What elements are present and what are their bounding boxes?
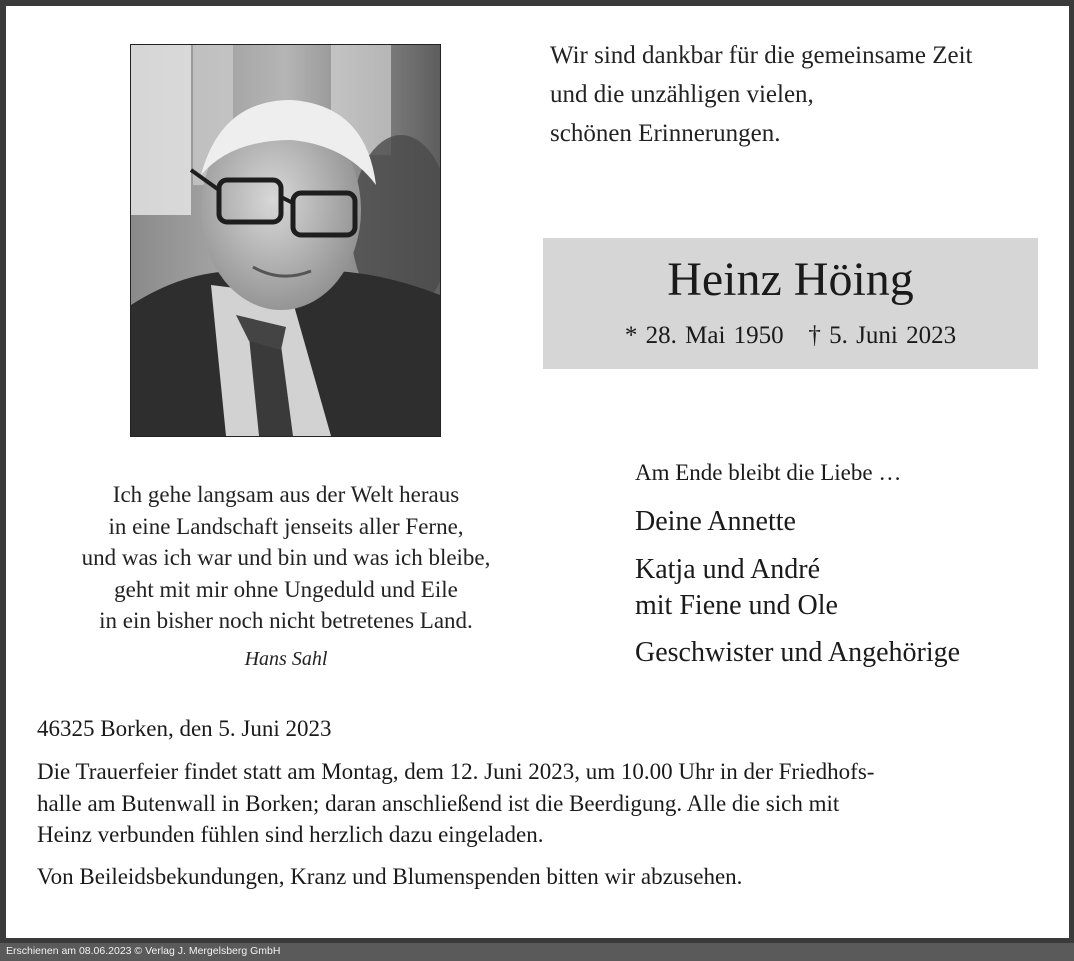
verse-line: Wir sind dankbar für die gemeinsame Zeit: [550, 42, 973, 69]
funeral-notice: [37, 714, 1047, 892]
place-date: 46325 Borken, den 5. Juni 2023: [37, 716, 332, 741]
mourner-line: mit Fiene und Ole: [635, 590, 838, 621]
top-verse: [550, 36, 972, 153]
life-dates: [543, 322, 1038, 350]
poem-line: in ein bisher noch nicht betretenes Land.: [99, 608, 473, 633]
mourner-group: [635, 504, 960, 540]
funeral-paragraph: [37, 756, 1047, 851]
mourners-list: [635, 458, 960, 671]
poem-line: geht mit mir ohne Ungeduld und Eile: [114, 576, 458, 602]
funeral-line: Heinz verbunden fühlen sind herzlich dazu eingeladen.: [37, 822, 544, 847]
birth-date: * 28. Mai 1950: [624, 322, 784, 349]
poem-line: und was ich war und bin und was ich bleibe,: [81, 545, 491, 570]
funeral-line: halle am Butenwall in Borken; daran anschließend ist die Beerdigung. Alle die sich mit: [37, 790, 840, 816]
publication-footer: [0, 943, 1074, 961]
mourner-line: Katja und André: [635, 554, 821, 585]
poem-line: Ich gehe langsam aus der Welt heraus: [112, 482, 460, 507]
poem-line: in eine Landschaft jenseits aller Ferne,: [108, 513, 464, 539]
name-box: [543, 238, 1038, 369]
mourner-line: Geschwister und Angehörige: [635, 637, 961, 668]
funeral-line: Die Trauerfeier findet statt am Montag, dem 12. Juni 2023, um 10.00 Uhr in der Friedhofs-: [37, 759, 875, 784]
poem: [26, 479, 546, 637]
deceased-name: Heinz Höing: [667, 253, 914, 306]
obituary-sheet: [6, 6, 1069, 938]
mourner-group: [635, 552, 960, 624]
poem-author: Hans Sahl: [244, 648, 328, 670]
mourner-line: Deine Annette: [635, 506, 796, 537]
footer-text: Erschienen am 08.06.2023 © Verlag J. Mergelsberg GmbH: [6, 945, 281, 957]
condolences-note: Von Beileidsbekundungen, Kranz und Blumenspenden bitten wir abzusehen.: [37, 863, 743, 889]
mourner-group: [635, 635, 960, 671]
mourners-intro: Am Ende bleibt die Liebe …: [635, 460, 902, 485]
portrait-photo: [130, 44, 441, 437]
death-date: † 5. Juni 2023: [808, 322, 957, 349]
verse-line: schönen Erinnerungen.: [550, 120, 781, 147]
verse-line: und die unzähligen vielen,: [550, 81, 814, 108]
